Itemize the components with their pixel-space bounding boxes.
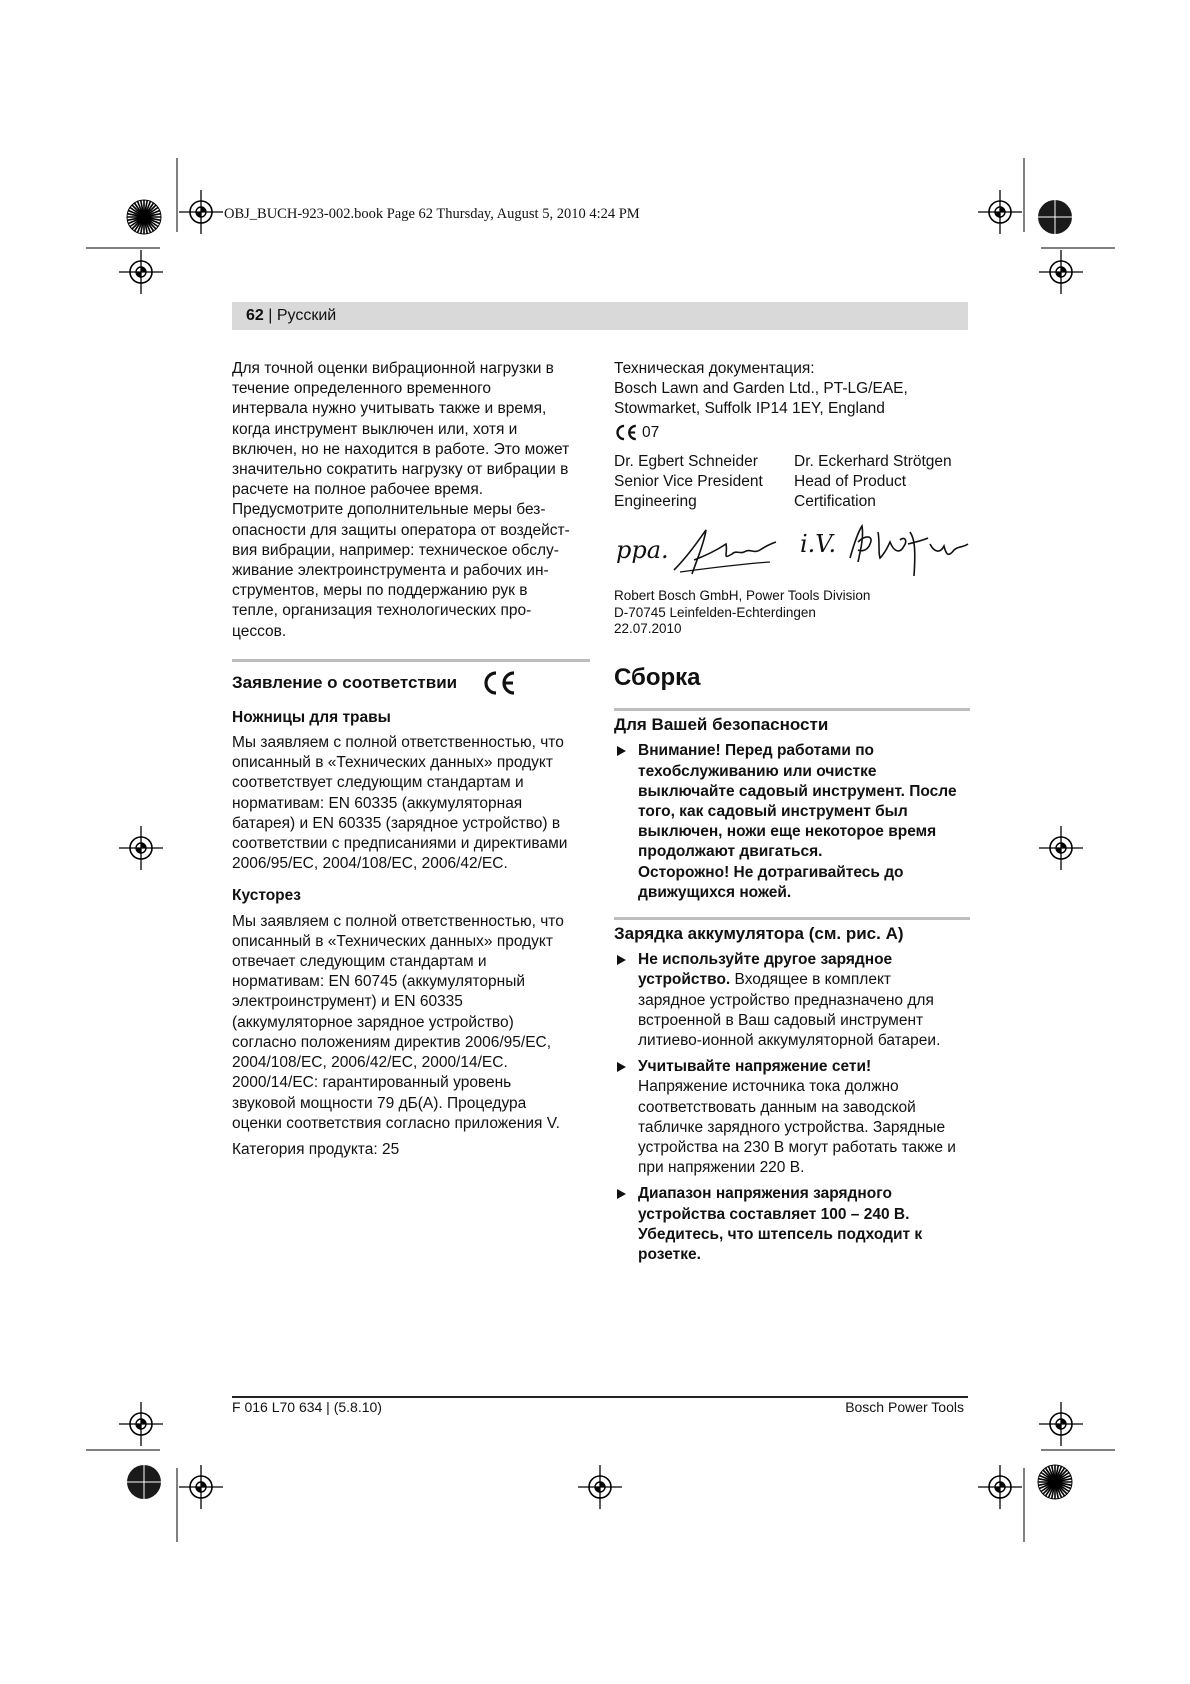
text-line: Техническая документация: <box>614 360 815 377</box>
text-line: описанный в «Технических данных» продукт <box>232 754 553 772</box>
grass-shears-paragraph <box>232 733 590 874</box>
text-line: Robert Bosch GmbH, Power Tools Division <box>614 588 871 604</box>
text-line: вия вибрации, например: техническое обслу- <box>232 541 559 559</box>
page-number: 62 <box>246 307 264 324</box>
text-line: течение определенного временного <box>232 380 492 398</box>
text-line: 2000/14/EC: гарантированный уровень <box>232 1074 512 1092</box>
header-language: Русский <box>276 307 337 324</box>
text-line: отвечает следующим стандартам и <box>232 953 487 971</box>
right-column <box>614 359 970 1265</box>
text-line: табличке зарядного устройства. Зарядные <box>638 1118 946 1136</box>
signature-1-icon <box>670 524 780 580</box>
signatures <box>614 516 970 588</box>
company-address <box>614 588 970 638</box>
section-rule <box>614 708 970 711</box>
charging-heading: Зарядка аккумулятора (см. рис. А) <box>614 923 904 943</box>
signer-1 <box>614 452 794 513</box>
text-line: соответствии с предписаниями и директивами <box>232 835 568 853</box>
text-line: Bosch Lawn and Garden Ltd., PT-LG/EAE, <box>614 380 908 398</box>
text-line: значительно сократить нагрузку от вибрации в <box>232 461 569 479</box>
text-line: продолжают двигаться. <box>638 843 823 861</box>
text-line: устройства составляет 100 – 240 В. <box>638 1205 910 1223</box>
bullet-arrow-icon <box>617 1189 626 1199</box>
shrub-shears-heading: Кусторез <box>232 887 301 905</box>
left-column <box>232 359 590 1160</box>
text-line: включен, но не находится в работе. Это может <box>232 440 570 458</box>
conformity-heading-row <box>232 670 590 696</box>
text-line: 2006/95/EC, 2004/108/EC, 2006/42/EC. <box>232 855 508 873</box>
text-line: Предусмотрите дополнительные меры без- <box>232 501 546 519</box>
text-line: выключайте садовый инструмент. После <box>638 782 957 800</box>
shrub-shears-paragraph <box>232 912 590 1134</box>
text-line: техобслуживанию или очистке <box>638 762 877 780</box>
page-header-bar <box>232 302 968 330</box>
text-line: цессов. <box>232 622 287 640</box>
footer-rule <box>232 1396 968 1398</box>
text-bold: устройство. <box>638 971 731 989</box>
text-line: Для точной оценки вибрационной нагрузки в <box>232 360 554 377</box>
text-line: Внимание! Перед работами по <box>638 742 875 760</box>
text-line: розетке. <box>638 1246 701 1263</box>
text-line: Мы заявляем с полной ответственностью, что <box>232 912 564 930</box>
text-line: Входящее в комплект <box>734 971 892 989</box>
text-line: тепле, организация технологических про- <box>232 602 532 620</box>
text-line: опасности для защиты оператора от воздейст- <box>232 521 570 539</box>
text-line: выключен, ножи еще некоторое время <box>638 823 937 841</box>
text-line: того, как садовый инструмент был <box>638 802 908 820</box>
text-line: электроинструмент) и EN 60335 <box>232 993 463 1011</box>
text-line: когда инструмент выключен или, хотя и <box>232 420 518 438</box>
text-line: звуковой мощности 79 дБ(A). Процедура <box>232 1094 527 1112</box>
signer-title: Senior Vice President <box>614 473 763 491</box>
signers <box>614 452 970 513</box>
signer-2 <box>794 452 952 513</box>
section-rule <box>232 659 590 662</box>
text-line: нормативам: EN 60745 (аккумуляторный <box>232 973 525 991</box>
text-line: соответствует следующим стандартам и <box>232 774 524 792</box>
product-category: Категория продукта: 25 <box>232 1140 400 1158</box>
print-info: OBJ_BUCH-923-002.book Page 62 Thursday, August 5, 2010 4:24 PM <box>224 206 640 222</box>
safety-heading: Для Вашей безопасности <box>614 715 829 735</box>
text-line: устройства на 230 В могут работать также и <box>638 1138 956 1156</box>
text-line: литиево-ионной аккумуляторной батареи. <box>638 1031 941 1049</box>
text-line: описанный в «Технических данных» продукт <box>232 932 553 950</box>
text-line: Убедитесь, что штепсель подходит к <box>638 1225 923 1243</box>
safety-bullet <box>614 741 970 903</box>
text-line: 22.07.2010 <box>614 621 682 637</box>
signature-prefix-2: i.V. <box>800 530 837 559</box>
text-line: нормативам: EN 60335 (аккумуляторная <box>232 794 523 812</box>
text-line: движущихся ножей. <box>638 883 792 901</box>
text-line: Осторожно! Не дотрагивайтесь до <box>638 863 904 881</box>
text-line: батарея) и EN 60335 (зарядное устройство) в <box>232 814 561 832</box>
signature-2-icon <box>844 522 974 584</box>
section-rule <box>614 917 970 920</box>
ce-mark-icon <box>481 670 517 696</box>
signer-title: Engineering <box>614 493 697 511</box>
text-line: расчете на полное рабочее время. <box>232 481 484 499</box>
ce-year: 07 <box>642 423 660 441</box>
bullet-arrow-icon <box>617 746 626 756</box>
signer-title: Head of Product <box>794 473 907 491</box>
text-line: живание электроинструмента и рабочих ин- <box>232 562 549 580</box>
footer-brand: Bosch Power Tools <box>845 1399 964 1415</box>
charging-bullet-3 <box>614 1184 970 1265</box>
signer-name: Dr. Egbert Schneider <box>614 452 758 470</box>
assembly-heading: Сборка <box>614 663 701 691</box>
intro-paragraph <box>232 359 590 642</box>
ce-mark-icon <box>614 424 638 441</box>
text-line: D-70745 Leinfelden-Echterdingen <box>614 604 816 620</box>
bullet-arrow-icon <box>617 1062 626 1072</box>
text-line: встроенной в Ваш садовый инструмент <box>638 1011 924 1029</box>
bullet-arrow-icon <box>617 955 626 965</box>
text-line: Не используйте другое зарядное <box>638 951 893 969</box>
signer-title: Certification <box>794 493 876 511</box>
text-line: согласно положениям директив 2006/95/EC, <box>232 1033 552 1051</box>
text-line: 2004/108/EC, 2006/42/EC, 2000/14/EC. <box>232 1054 508 1072</box>
text-line: Мы заявляем с полной ответственностью, что <box>232 734 564 752</box>
ce-year-row <box>614 423 970 443</box>
text-line: Напряжение источника тока должно <box>638 1078 899 1096</box>
text-line: Учитывайте напряжение сети! <box>638 1058 872 1076</box>
text-line: струментов, меры по поддержанию рук в <box>232 582 528 600</box>
text-line: Stowmarket, Suffolk IP14 1EY, England <box>614 400 885 418</box>
text-line: интервала нужно учитывать также и время, <box>232 400 547 418</box>
tech-documentation <box>614 359 970 420</box>
charging-bullet-2 <box>614 1057 970 1178</box>
page-header <box>246 307 336 325</box>
header-separator: | <box>268 307 273 324</box>
signer-name: Dr. Eckerhard Strötgen <box>794 452 952 470</box>
text-line: Диапазон напряжения зарядного <box>638 1185 892 1203</box>
conformity-heading: Заявление о соответствии <box>232 672 458 692</box>
signature-prefix-1: ppa. <box>616 536 669 565</box>
text-line: соответствовать данным на заводской <box>638 1098 916 1116</box>
grass-shears-heading: Ножницы для травы <box>232 708 391 726</box>
text-line: оценки соответствия согласно приложения V. <box>232 1114 560 1132</box>
text-line: при напряжении 220 В. <box>638 1159 805 1177</box>
charging-bullet-1 <box>614 950 970 1051</box>
footer-doc-number: F 016 L70 634 | (5.8.10) <box>232 1399 382 1415</box>
text-line: зарядное устройство предназначено для <box>638 991 934 1009</box>
text-line: (аккумуляторное зарядное устройство) <box>232 1013 514 1031</box>
